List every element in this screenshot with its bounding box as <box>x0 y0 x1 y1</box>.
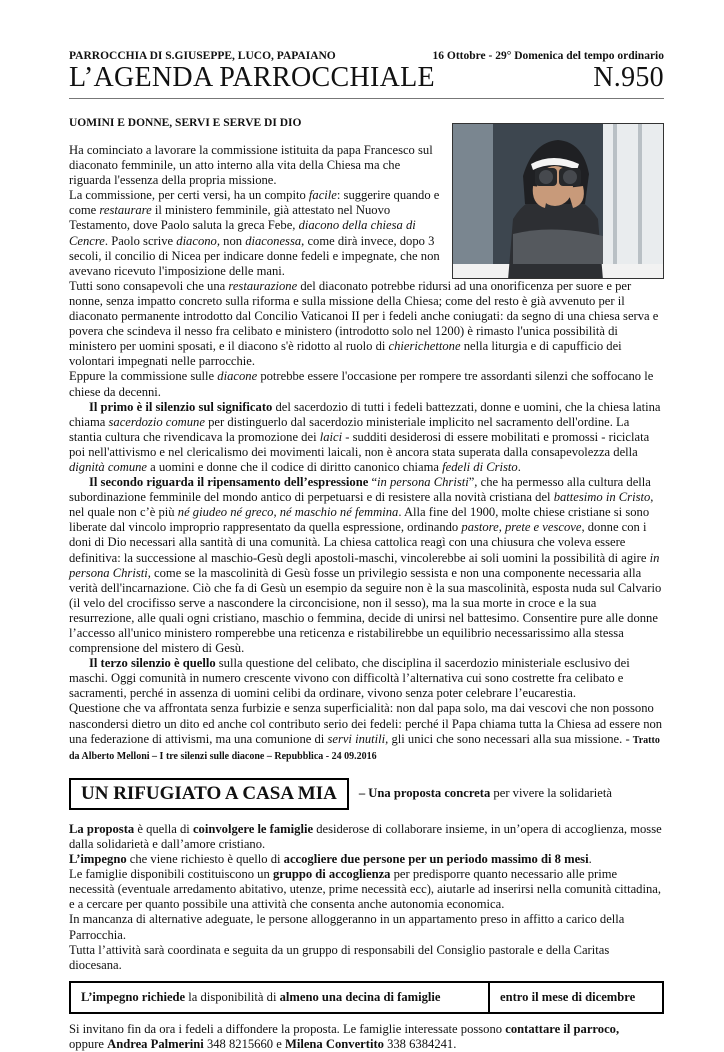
refugee-body <box>69 822 664 973</box>
paragraph: Eppure la commissione sulle diacone potrebbe essere l'occasione per rompere tre assordanti silenzi che soffocano le chiese da decenni. <box>69 369 654 399</box>
issue-number: N.950 <box>593 62 664 93</box>
paragraph: In mancanza di alternative adeguate, le persone alloggeranno in un appartamento preso in affitto a carico della Parrocchia. <box>69 912 625 942</box>
paragraph: Il primo è il silenzio sul significato del sacerdozio di tutti i fedeli battezzati, donne e uomini, che la chiesa latina chiama sacerdozio comune per distinguerlo dal sacerdozio ministeriale implicito nel sacramento dell'ordine. La stantia cultura che rivendicava la promozione dei laici - sudditi desiderosi di essere mobilitati e promossi - riciclata poi nell'attivismo e nel clericalismo dei movimenti laicali, non è ancora stata superata dalla consapevolezza della dignità comune a uomini e donne che il codice di diritto canonico chiama fedeli di Cristo. <box>69 399 661 474</box>
paragraph: Il secondo riguarda il ripensamento dell’espressione “in persona Christi”, che ha permesso alla cultura della subordinazione femminile del mondo antico di perpetuarsi e di resistere alla novità cristiana del battesimo in Cristo, nel quale non c’è più né giudeo né greco, né maschio né femmina. Alla fine del 1900, molte chiese cristiane si sono liberate dal vincolo improprio rappresentato da quella espressione, ordinando pastore, prete e vescove, donne con i doni di Dio necessari alla santità di una comunità. La chiesa cattolica reagì con una chiusura che voleva essere definitiva: la successione al maschio-Gesù degli apostoli-maschi, vincolerebbe ai soli uomini la possibilità di agire in persona Christi, come se la mascolinità di Gesù fosse un privilegio sessista e non una componente necessaria alla verità dell'incarnazione. Ciò che fa di Gesù un esempio da seguire non è la sua mascolinità, esposta nuda sul Calvario (il velo del crocifisso serve a nascondere la circoncisione, non il sesso), ma la sua morte in croce e la sua resurrezione, alle quali ogni cristiano, maschio o femmina, decide di unirsi nel battesimo. Consentire pure alle donne l’accesso all'unico ministero romperebbe una reticenza e ristabilirebbe un equilibrio necessarissimo alla stessa comprensione del mistero di Gesù. <box>69 475 662 656</box>
attribution: Tratto da Alberto Melloni – I tre silenzi sulle diacone – Repubblica - 24 09.2016 <box>69 734 660 762</box>
commitment-deadline: entro il mese di dicembre <box>500 989 636 1004</box>
bulletin-title: L’AGENDA PARROCCHIALE <box>69 62 435 93</box>
paragraph: Il terzo silenzio è quello sulla questione del celibato, che disciplina il sacerdozio ministeriale esclusivo dei maschi. Oggi comunità in numero crescente vivono con difficoltà l’alternativa cui sono costrette fra celibato e sacramenti, perché in assenza di uomini celibi da ordinare, vivono senza poter celebrare l’eucarestia. <box>69 656 630 701</box>
masthead <box>69 62 664 94</box>
bulletin-page <box>69 50 664 1052</box>
commitment-box <box>69 981 664 1014</box>
paragraph: Tutti sono consapevoli che una restaurazione del diaconato potrebbe ridursi ad una onorificenza per suore e per nonne, senza impatto concreto sulla riforma e sulla missione della Chiesa; come del resto è già avvenuto per il diaconato permanente introdotto dal Concilio Vaticanoi II per i fedeli anche coniugati: da segno di una chiesa serva e povera che scindeva il nesso fra celibato e ministero (introdotto solo nel 1200) è rimasto l'unica possibilità di ministero per uomini sposati, e il diacono s'è ridotto al ruolo di chierichettone nella liturgia e di capufficio dei volontari impegnati nelle parrocchie. <box>69 278 659 369</box>
paragraph: Le famiglie disponibili costituiscono un gruppo di accoglienza per predisporre quanto necessario alle prime necessità (eventuale arredamento abitativo, utenze, prime necessità ecc), aiutarle ad inserirsi nella comunità cittadina, e a cercare per quanto possibile una attività che consenta anche autonomia economica. <box>69 867 661 912</box>
paragraph: La commissione, per certi versi, ha un compito facile: suggerire quando e come restaurare il ministero femminile, già attestato nel Nuovo Testamento, dove Paolo saluta la greca Febe, diacono della chiesa di Cencre. Paolo scrive diacono, non diaconessa, come dirà invece, dopo 3 secoli, il concilio di Nicea per indicare donne fedeli e impegnate, che non avevano ricevuto l'imposizione delle mani. <box>69 188 440 278</box>
paragraph: Questione che va affrontata senza furbizie e senza superficialità: non dal papa solo, ma dai vescovi che non possono nascondersi dietro un dito ed anche col contributo serio dei fedeli: perché il Papa chiama tutta la Chiesa ad essere non una federazione di attivismi, ma una comunione di servi inutili, gli unici che sono necessari alla sua missione. - Tratto da Alberto Melloni – I tre silenzi sulle diacone – Repubblica - 24 09.2016 <box>69 701 663 762</box>
contact-info <box>69 1022 664 1052</box>
refugee-section-header <box>69 778 664 810</box>
paragraph: Ha cominciato a lavorare la commissione istituita da papa Francesco sul diaconato femminile, un atto interno alla vita della Chiesa ma che riguarda l'essenza della propria missione. <box>69 143 433 188</box>
refugee-title: UN RIFUGIATO A CASA MIA <box>69 778 349 810</box>
parish-name: PARROCCHIA DI S.GIUSEPPE, LUCO, PAPAIANO <box>69 50 336 62</box>
nun-with-binoculars-photo <box>452 123 664 279</box>
paragraph: La proposta è quella di coinvolgere le famiglie desiderose di collaborare insieme, in un’opera di accoglienza, mosse dalla solidarietà e dall’amore cristiano. <box>69 821 662 851</box>
issue-date: 16 Ottobre - 29° Domenica del tempo ordinario <box>432 50 664 62</box>
paragraph: L’impegno che viene richiesto è quello di accogliere due persone per un periodo massimo di 8 mesi. <box>69 852 592 867</box>
paragraph: Tutta l’attività sarà coordinata e seguita da un gruppo di responsabili del Consiglio pastorale e della Caritas diocesana. <box>69 942 610 972</box>
header-divider <box>69 98 664 99</box>
commitment-requirement: L’impegno richiede la disponibilità di almeno una decina di famiglie <box>71 983 490 1012</box>
refugee-subtitle: – Una proposta concreta per vivere la solidarietà <box>358 786 612 801</box>
header-top <box>69 50 664 62</box>
paragraph: Si invitano fin da ora i fedeli a diffondere la proposta. Le famiglie interessate possono contattare il parroco, oppure Andrea Palmerini 348 8215660 e Milena Convertito 338 6384241. <box>69 1021 620 1051</box>
article-title: UOMINI E DONNE, SERVI E SERVE DI DIO <box>69 117 302 129</box>
